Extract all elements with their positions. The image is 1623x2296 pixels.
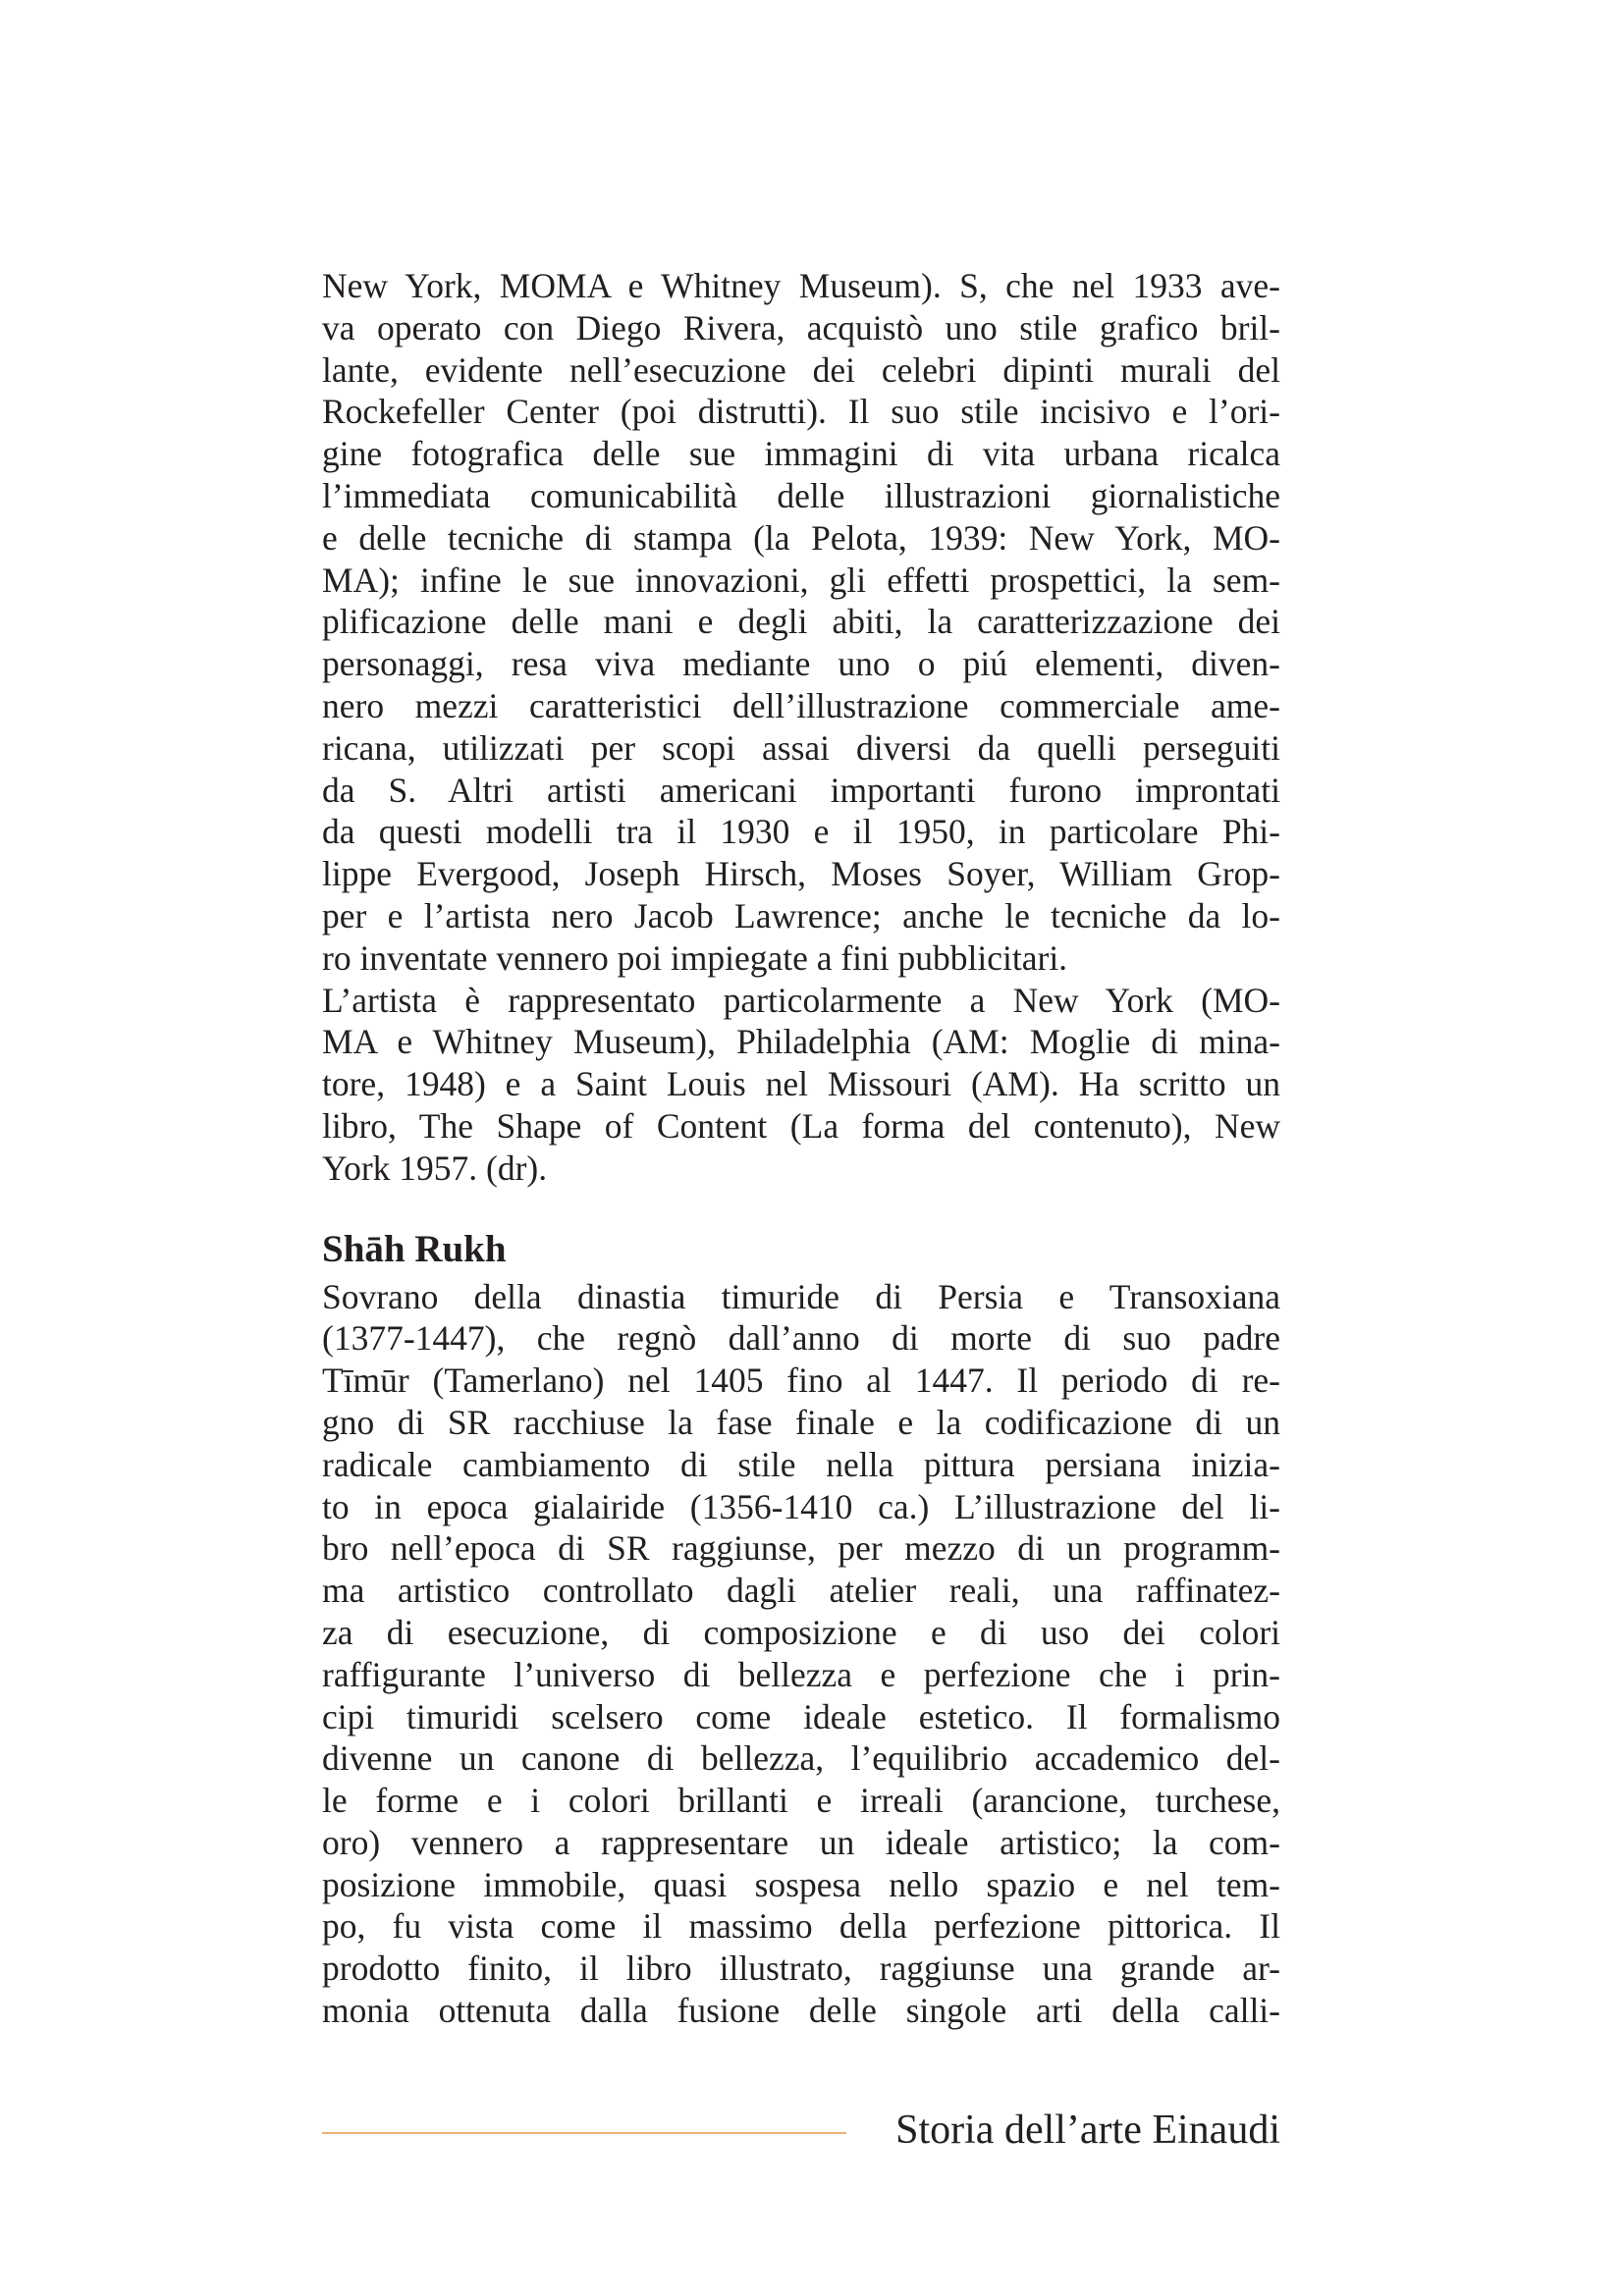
entry-text — [322, 1276, 1280, 2032]
page-footer — [322, 2101, 1280, 2160]
text-line: raffigurante l’universo di bellezza e perfezione che i prin- — [322, 1654, 1280, 1694]
text-line: monia ottenuta dalla fusione delle singole arti della calli- — [322, 1991, 1280, 2031]
text-line: oro) vennero a rappresentare un ideale artistico; la com- — [322, 1822, 1280, 1862]
text-line: plificazione delle mani e degli abiti, la caratterizzazione dei — [322, 602, 1280, 642]
text-line: to in epoca gialairide (1356-1410 ca.) L’illustrazione del li- — [322, 1486, 1280, 1526]
text-line: gine fotografica delle sue immagini di vita urbana ricalca — [322, 434, 1280, 474]
text-line: ro inventate vennero poi impiegate a fini pubblicitari. — [322, 937, 1068, 978]
text-line: ma artistico controllato dagli atelier reali, una raffinatez- — [322, 1571, 1280, 1611]
text-line: ricana, utilizzati per scopi assai diversi da quelli perseguiti — [322, 727, 1280, 768]
text-line: da questi modelli tra il 1930 e il 1950, in particolare Phi- — [322, 812, 1280, 852]
footer-rule — [322, 2132, 846, 2134]
text-line: MA e Whitney Museum), Philadelphia (AM: Moglie di mina- — [322, 1022, 1280, 1062]
entry-heading: Shāh Rukh — [322, 1227, 507, 1270]
text-line: radicale cambiamento di stile nella pittura persiana inizia- — [322, 1444, 1280, 1484]
text-line: per e l’artista nero Jacob Lawrence; anche le tecniche da lo- — [322, 895, 1280, 935]
text-line: L’artista è rappresentato particolarmente a New York (MO- — [322, 980, 1280, 1020]
text-line: nero mezzi caratteristici dell’illustrazione commerciale ame- — [322, 685, 1280, 725]
text-line: tore, 1948) e a Saint Louis nel Missouri (AM). Ha scritto un — [322, 1064, 1280, 1104]
text-line: le forme e i colori brillanti e irreali (arancione, turchese, — [322, 1781, 1280, 1821]
article-text — [322, 265, 1280, 1190]
text-line: Rockefeller Center (poi distrutti). Il suo stile incisivo e l’ori- — [322, 392, 1280, 432]
text-line: prodotto finito, il libro illustrato, raggiunse una grande ar- — [322, 1949, 1280, 1989]
text-line: MA); infine le sue innovazioni, gli effetti prospettici, la sem- — [322, 560, 1280, 600]
text-line: e delle tecniche di stampa (la Pelota, 1939: New York, MO- — [322, 517, 1280, 558]
page-body — [322, 265, 1280, 2032]
text-line: cipi timuridi scelsero come ideale estetico. Il formalismo — [322, 1696, 1280, 1736]
text-line: (1377-1447), che regnò dall’anno di morte di suo padre — [322, 1318, 1280, 1359]
footer-title: Storia dell’arte Einaudi — [895, 2108, 1280, 2153]
text-line: za di esecuzione, di composizione e di uso dei colori — [322, 1612, 1280, 1652]
text-line: lippe Evergood, Joseph Hirsch, Moses Soyer, William Grop- — [322, 854, 1280, 894]
text-line: lante, evidente nell’esecuzione dei celebri dipinti murali del — [322, 349, 1280, 390]
text-line: gno di SR racchiuse la fase finale e la codificazione di un — [322, 1402, 1280, 1442]
text-line: York 1957. (dr). — [322, 1148, 548, 1188]
text-line: l’immediata comunicabilità delle illustrazioni giornalistiche — [322, 475, 1280, 515]
text-line: bro nell’epoca di SR raggiunse, per mezzo di un programm- — [322, 1528, 1280, 1569]
text-line: divenne un canone di bellezza, l’equilibrio accademico del- — [322, 1738, 1280, 1779]
text-line: Sovrano della dinastia timuride di Persia e Transoxiana — [322, 1276, 1280, 1316]
text-line: posizione immobile, quasi sospesa nello spazio e nel tem- — [322, 1864, 1280, 1904]
text-line: Tīmūr (Tamerlano) nel 1405 fino al 1447. Il periodo di re- — [322, 1361, 1280, 1401]
text-line: va operato con Diego Rivera, acquistò uno stile grafico bril- — [322, 307, 1280, 347]
text-line: New York, MOMA e Whitney Museum). S, che nel 1933 ave- — [322, 266, 1280, 305]
text-line: po, fu vista come il massimo della perfezione pittorica. Il — [322, 1906, 1280, 1947]
text-line: libro, The Shape of Content (La forma del contenuto), New — [322, 1105, 1280, 1146]
text-line: personaggi, resa viva mediante uno o piú elementi, diven- — [322, 644, 1280, 684]
text-line: da S. Altri artisti americani importanti furono improntati — [322, 770, 1280, 810]
